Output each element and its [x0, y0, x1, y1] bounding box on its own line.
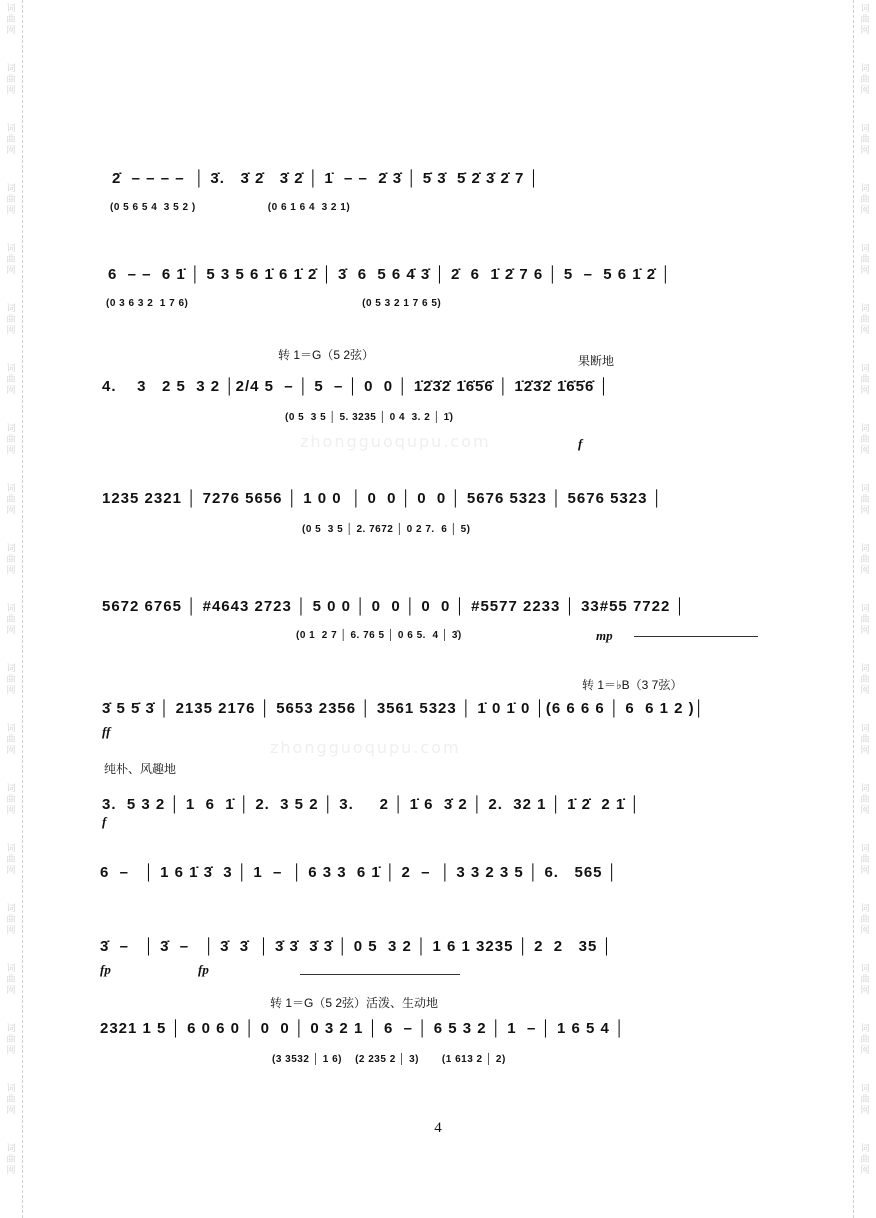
ghost-watermark: zhongguoqupu.com — [300, 432, 491, 451]
dynamic-mark: fp — [100, 962, 111, 977]
main-melody: 4. 3 2 5 3 2 │2/4 5 – │ 5 – │ 0 0 │ 1̇2̇3̇2̇ 1̇6̇5̇6̇ │ 1̇2̇3̇2̇ 1̇6̇5̇6̇ │ — [102, 378, 610, 395]
watermark-glyph: 词 曲 网 — [860, 64, 870, 96]
watermark-glyph: 词 曲 网 — [6, 604, 16, 636]
dynamic-mark: fp — [198, 962, 209, 977]
watermark-glyph: 词 曲 网 — [860, 844, 870, 876]
watermark-glyph: 词 曲 网 — [6, 424, 16, 456]
main-melody: 6 – │ 1 6 1̇ 3̇ 3 │ 1 – │ 6 3 3 6 1̇ │ 2 – │ 3 3 2 3 5 │ 6. 565 │ — [100, 864, 619, 881]
watermark-glyph: 词 曲 网 — [6, 664, 16, 696]
crescendo-line — [300, 974, 460, 975]
watermark-glyph: 词 曲 网 — [6, 904, 16, 936]
main-melody: 6 – – 6 1̇ │ 5 3 5 6 1̇ 6 1̇ 2̇ │ 3̇ 6 5 6 4̇ 3̇ │ 2̇ 6 1̇ 2̇ 7 6 │ 5 – 5 6 1̇ 2̇ │ — [108, 266, 672, 283]
dynamic-mark: f — [102, 814, 107, 829]
watermark-glyph: 词 曲 网 — [6, 124, 16, 156]
key-change: 转 1＝♭B（3 7弦） — [582, 678, 683, 692]
watermark-glyph: 词 曲 网 — [860, 124, 870, 156]
watermark-glyph: 词 曲 网 — [6, 784, 16, 816]
watermark-glyph: 词 曲 网 — [860, 784, 870, 816]
main-melody: 2321 1 5 │ 6 0 6 0 │ 0 0 │ 0 3 2 1 │ 6 – │ 6 5 3 2 │ 1 – │ 1 6 5 4 │ — [100, 1020, 626, 1037]
watermark-glyph: 词 曲 网 — [6, 184, 16, 216]
accompaniment: (3 3532 │ 1 6) (2 235 2 │ 3) (1 613 2 │ 2) — [272, 1054, 506, 1065]
accompaniment: (0 1 2 7 │ 6. 76 5 │ 0 6 5. 4 │ 3̇) — [296, 630, 462, 641]
watermark-glyph: 词 曲 网 — [860, 184, 870, 216]
watermark-glyph: 词 曲 网 — [6, 64, 16, 96]
watermark-glyph: 词 曲 网 — [860, 724, 870, 756]
dynamic-mark: f — [578, 436, 583, 451]
watermark-glyph: 词 曲 网 — [860, 604, 870, 636]
expression-mark: 纯朴、风趣地 — [104, 762, 177, 776]
accompaniment: (0 5 3 5 │ 5. 3235 │ 0 4 3. 2 │ 1̇) — [285, 412, 454, 423]
watermark-glyph: 词 曲 网 — [860, 364, 870, 396]
main-melody: 2̇ – – – – │ 3̇. 3̇ 2̇ 3̇ 2̇ │ 1̇ – – 2̇ 3̇ │ 5̇ 3̇ 5̇ 2̇ 3̇ 2̇ 7 │ — [112, 170, 540, 187]
watermark-glyph: 词 曲 网 — [860, 904, 870, 936]
watermark-glyph: 词 曲 网 — [6, 4, 16, 36]
watermark-glyph: 词 曲 网 — [860, 4, 870, 36]
watermark-glyph: 词 曲 网 — [860, 244, 870, 276]
watermark-glyph: 词 曲 网 — [860, 664, 870, 696]
watermark-glyph: 词 曲 网 — [6, 844, 16, 876]
watermark-glyph: 词 曲 网 — [860, 1024, 870, 1056]
watermark-glyph: 词 曲 网 — [6, 1084, 16, 1116]
ghost-watermark: zhongguoqupu.com — [270, 738, 461, 757]
accompaniment: (0 3 6 3 2 1 7 6) (0 5 3 2 1 7 6 5) — [106, 298, 442, 309]
watermark-glyph: 词 曲 网 — [6, 364, 16, 396]
watermark-glyph: 词 曲 网 — [860, 964, 870, 996]
watermark-glyph: 词 曲 网 — [6, 484, 16, 516]
watermark-glyph: 词 曲 网 — [6, 1024, 16, 1056]
watermark-glyph: 词 曲 网 — [6, 964, 16, 996]
dynamic-mark: ff — [102, 724, 111, 739]
dynamic-mark: mp — [596, 628, 613, 643]
watermark-glyph: 词 曲 网 — [860, 484, 870, 516]
watermark-glyph: 词 曲 网 — [860, 1084, 870, 1116]
main-melody: 5672 6765 │ #4643 2723 │ 5 0 0 │ 0 0 │ 0 0 │ #5577 2233 │ 33#55 7722 │ — [102, 598, 686, 615]
main-melody: 3̇ – │ 3̇ – │ 3̇ 3̇ │ 3̇ 3̇ 3̇ 3̇ │ 0 5 3 2 │ 1 6 1 3235 │ 2 2 35 │ — [100, 938, 613, 955]
watermark-glyph: 词 曲 网 — [6, 1144, 16, 1176]
watermark-glyph: 词 曲 网 — [860, 424, 870, 456]
accompaniment: (0 5 3 5 │ 2. 7672 │ 0 2 7. 6 │ 5) — [302, 524, 471, 535]
watermark-glyph: 词 曲 网 — [860, 544, 870, 576]
key-change: 转 1＝G（5 2弦）活泼、生动地 — [270, 996, 439, 1010]
decrescendo-line — [634, 636, 758, 637]
watermark-glyph: 词 曲 网 — [6, 244, 16, 276]
key-change: 转 1＝G（5 2弦） — [278, 348, 375, 362]
watermark-glyph: 词 曲 网 — [6, 724, 16, 756]
watermark-glyph: 词 曲 网 — [6, 304, 16, 336]
main-melody: 1235 2321 │ 7276 5656 │ 1 0 0 │ 0 0 │ 0 0 │ 5676 5323 │ 5676 5323 │ — [102, 490, 663, 507]
expression-mark: 果断地 — [578, 354, 615, 368]
main-melody: 3. 5 3 2 │ 1 6 1̇ │ 2. 3 5 2 │ 3. 2 │ 1̇ 6 3̇ 2 │ 2. 32 1 │ 1̇ 2̇ 2 1̇ │ — [102, 796, 641, 813]
watermark-glyph: 词 曲 网 — [6, 544, 16, 576]
main-melody: 3̇ 5 5̇ 3̇ │ 2135 2176 │ 5653 2356 │ 3561 5323 │ 1̇ 0 1̇ 0 │(6 6 6 6 │ 6 6 1 2 )│ — [102, 700, 705, 717]
watermark-glyph: 词 曲 网 — [860, 1144, 870, 1176]
watermark-glyph: 词 曲 网 — [860, 304, 870, 336]
page-number: 4 — [434, 1120, 442, 1136]
accompaniment: (0 5 6 5 4 3 5 2 ) (0 6 1 6 4 3 2 1) — [110, 202, 351, 213]
